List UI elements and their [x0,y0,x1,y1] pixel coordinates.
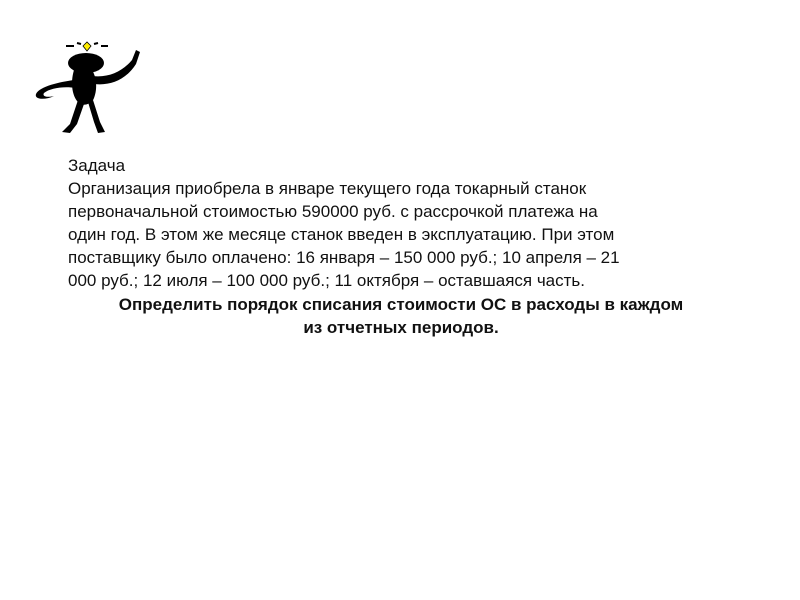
idea-spark-icon [66,42,108,51]
task-body-line: поставщику было оплачено: 16 января – 150 000 руб.; 10 апреля – 21 [68,248,620,267]
task-body-line: один год. В этом же месяце станок введен в эксплуатацию. При этом [68,225,615,244]
task-body-line: 000 руб.; 12 июля – 100 000 руб.; 11 октября – оставшаяся часть. [68,271,586,290]
task-question-line: Определить порядок списания стоимости ОС в расходы в каждом [118,295,684,314]
task-body-line: первоначальной стоимостью 590000 руб. с рассрочкой платежа на [68,202,598,221]
task-question-line: из отчетных периодов. [303,318,499,337]
task-question [66,293,736,339]
task-text [68,154,748,339]
thinking-figure-icon [30,38,160,138]
task-heading: Задача [68,156,126,175]
task-body-line: Организация приобрела в январе текущего года токарный станок [68,179,587,198]
